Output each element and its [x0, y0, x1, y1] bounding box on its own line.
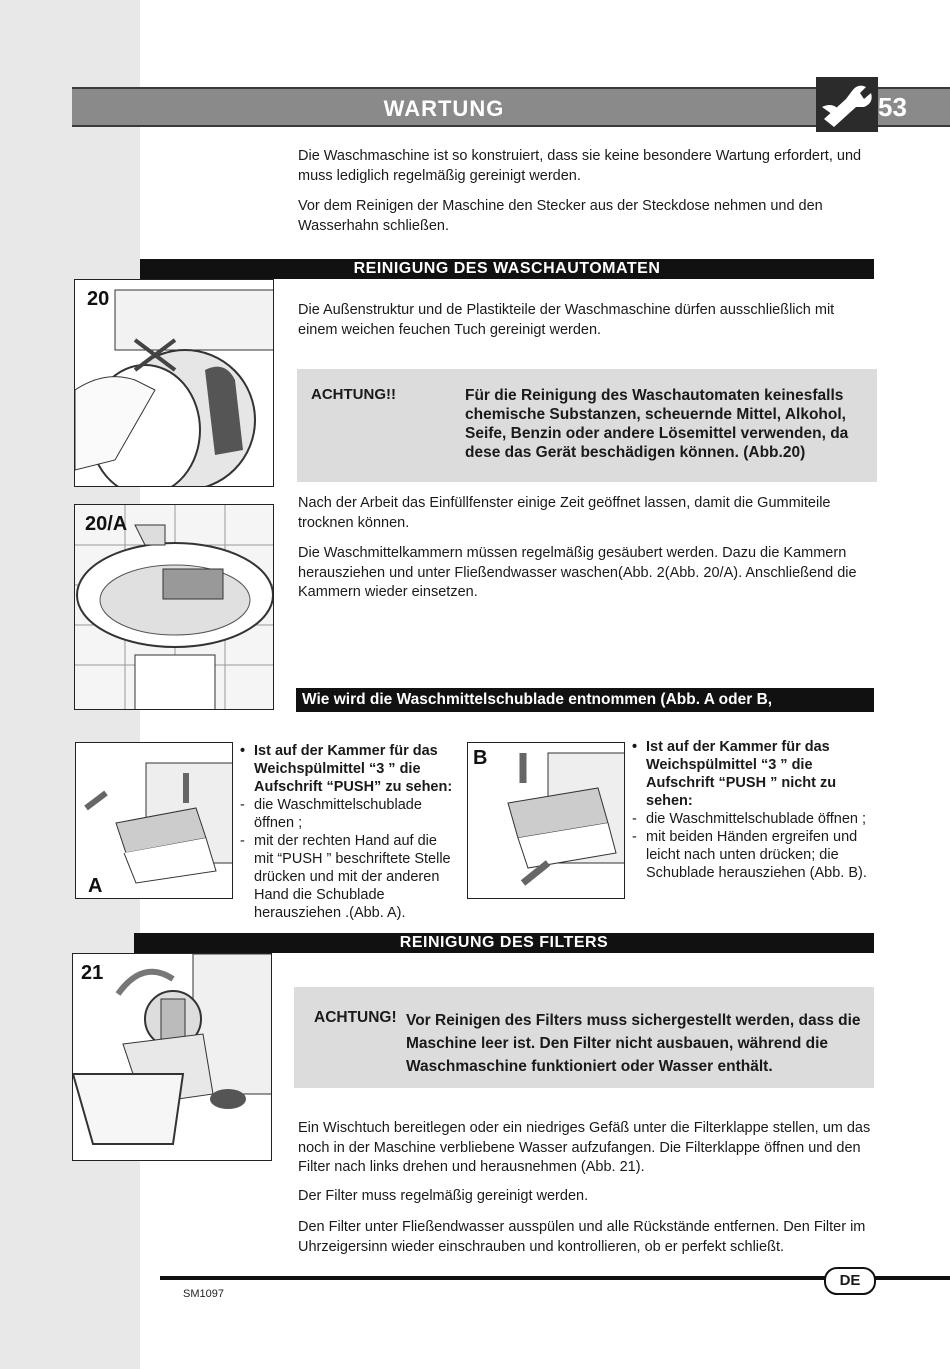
figure-a: [75, 742, 233, 899]
warning-box-chemicals: [297, 369, 877, 482]
section1-paragraph-3: Die Waschmittelkammern müssen regelmäßig gesäubert werden. Dazu die Kammern herausziehen und unter Fließendwasser waschen(Abb. 2(Abb. 20/A). Anschließend die Kammern wieder einsetzen.: [298, 545, 857, 600]
washing-machine-wipe-illustration: [75, 280, 274, 487]
option-a-step-2: - mit der rechten Hand auf die mit “PUSH ” beschriftete Stelle drücken und mit der anderen Hand die Schublade herausziehen .(Abb. A).: [240, 833, 451, 921]
option-a-step-1-text: die Waschmittelschublade öffnen ;: [254, 797, 422, 831]
figure-b: [467, 742, 625, 899]
option-a-step-2-text: mit der rechten Hand auf die mit “PUSH ” beschriftete Stelle drücken und mit der anderen Hand die Schublade herausziehen .(Abb. A).: [254, 833, 451, 921]
drawer-option-a: [240, 742, 456, 922]
option-a-step-1: - die Waschmittelschublade öffnen ;: [240, 797, 422, 831]
intro-paragraph-2: Vor dem Reinigen der Maschine den Stecker aus der Steckdose nehmen und den Wasserhahn schließen.: [298, 198, 823, 234]
filter-warning-text: Vor Reinigen des Filters muss sichergestellt werden, dass die Maschine leer ist. Den Filter nicht ausbauen, während die Waschmaschine funktioniert oder Wasser enthält.: [406, 1012, 861, 1075]
figure-label-20a: 20/A: [85, 513, 128, 535]
figure-label-b: B: [473, 747, 488, 769]
bullet-icon: •: [632, 739, 638, 755]
language-badge: DE: [824, 1267, 876, 1295]
option-b-condition: Ist auf der Kammer für das Weichspülmittel “3 ” die Aufschrift “PUSH ” nicht zu sehen:: [646, 739, 837, 809]
section3-paragraph-1: Ein Wischtuch bereitlegen oder ein niedriges Gefäß unter die Filterklappe stellen, um das noch in der Maschine verbliebene Wasser aufzufangen. Die Filterklappe öffnen und den Filter nach links drehen und herausnehmen (Abb. 21).: [298, 1120, 871, 1175]
drawer-pull-illustration: [468, 743, 625, 899]
page-number: 53: [878, 92, 907, 122]
warning-label: ACHTUNG!!: [311, 386, 396, 403]
figure-20: [74, 279, 274, 487]
section3-paragraph-2: Der Filter muss regelmäßig gereinigt werden.: [298, 1188, 589, 1204]
figure-label-20: 20: [87, 288, 110, 310]
figure-label-21: 21: [81, 962, 104, 984]
option-b-step-2: - mit beiden Händen ergreifen und leicht nach unten drücken; die Schublade herausziehen (Abb. B).: [632, 829, 867, 881]
figure-20a: [74, 504, 274, 710]
section1-paragraph-1: Die Außenstruktur und de Plastikteile der Waschmaschine dürfen ausschließlich mit einem weichen feuchen Tuch gereinigt werden.: [298, 302, 835, 338]
option-a-condition: Ist auf der Kammer für das Weichspülmittel “3 ” die Aufschrift “PUSH” zu sehen:: [254, 743, 453, 795]
section3-paragraph-3: Den Filter unter Fließendwasser ausspülen und alle Rückstände entfernen. Den Filter im Uhrzeigersinn wieder einschrauben und kontrollieren, ob er perfekt schließt.: [298, 1219, 866, 1255]
warning-box-filter: [294, 987, 874, 1088]
drawer-option-b: [632, 738, 874, 882]
option-a-heading: [240, 742, 456, 796]
page-title: WARTUNG: [72, 87, 816, 127]
wrench-hand-icon: [816, 77, 878, 132]
option-b-step-1: - die Waschmittelschublade öffnen ;: [632, 811, 867, 827]
section-title-cleaning: REINIGUNG DES WASCHAUTOMATEN: [140, 259, 874, 279]
document-code: SM1097: [183, 1288, 224, 1300]
figure-label-a: A: [88, 875, 103, 897]
option-b-step-1-text: die Waschmittelschublade öffnen ;: [646, 811, 867, 827]
section-title-drawer: Wie wird die Waschmittelschublade entnommen (Abb. A oder B, modellabhängig): [296, 688, 874, 712]
figure-21: [72, 953, 272, 1161]
option-b-heading: [632, 738, 874, 810]
warning-text: Für die Reinigung des Waschautomaten keinesfalls chemische Substanzen, scheuernde Mittel, Alkohol, Seife, Benzin oder andere Lösemittel verwenden, da dese das Gerät beschädigen können. (Abb.20): [465, 387, 849, 461]
intro-paragraph-1: Die Waschmaschine ist so konstruiert, dass sie keine besondere Wartung erfordert, und muss lediglich regelmäßig gereinigt werden.: [298, 148, 862, 184]
filter-removal-illustration: [73, 954, 272, 1161]
section1-paragraph-2: Nach der Arbeit das Einfüllfenster einige Zeit geöffnet lassen, damit die Gummiteile trocknen können.: [298, 495, 831, 531]
filter-warning-label: ACHTUNG!: [314, 1009, 397, 1026]
section-title-filter: REINIGUNG DES FILTERS: [134, 933, 874, 953]
option-b-step-2-text: mit beiden Händen ergreifen und leicht nach unten drücken; die Schublade herausziehen (Abb. B).: [646, 829, 867, 881]
bullet-icon: •: [240, 743, 246, 759]
